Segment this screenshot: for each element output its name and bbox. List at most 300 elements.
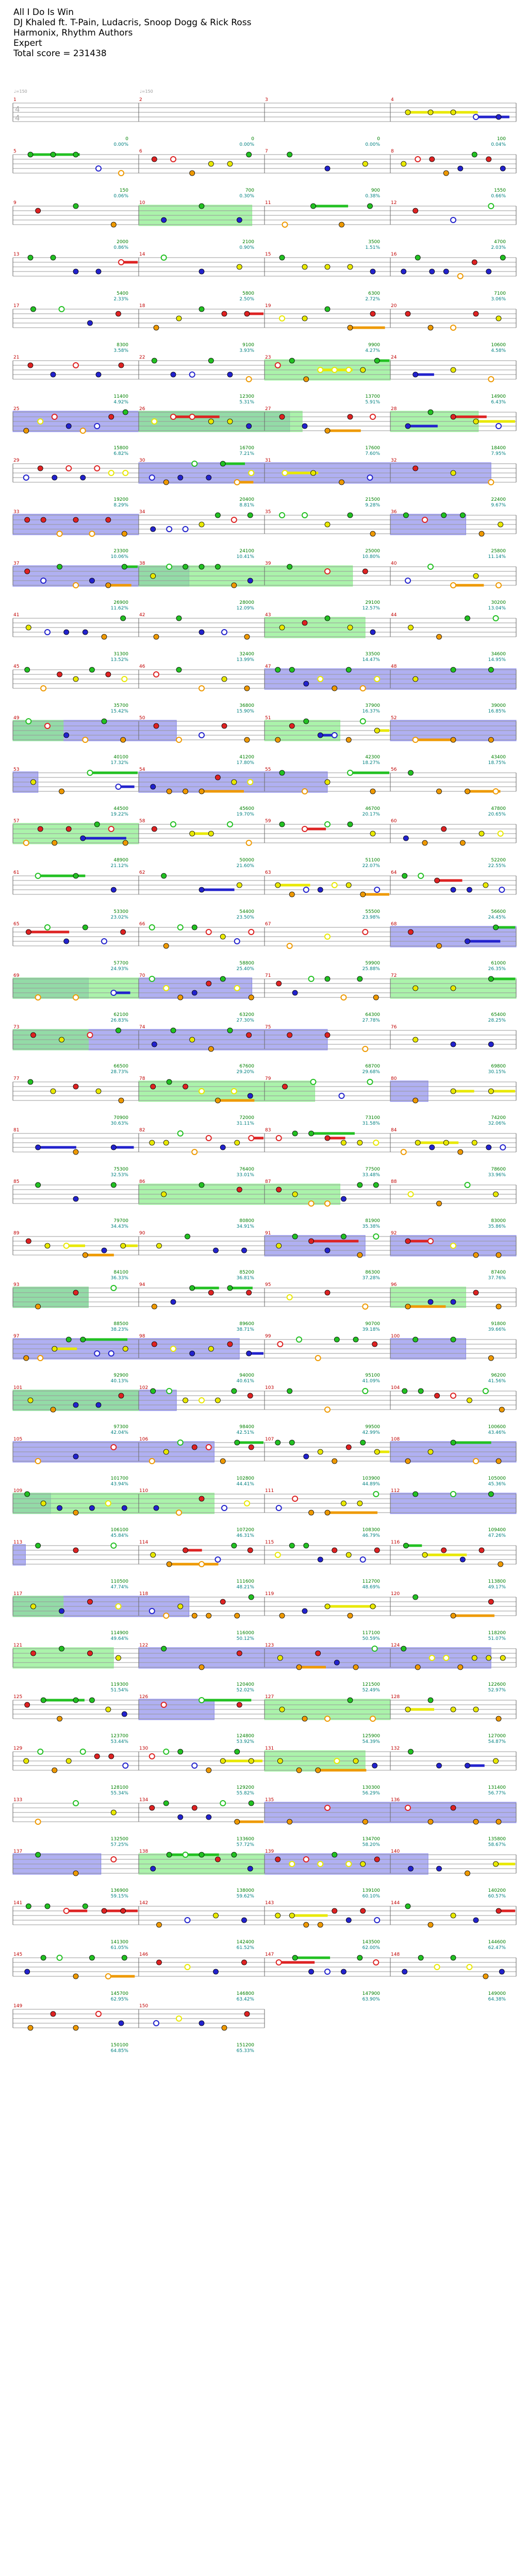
note-gem [248, 1548, 253, 1553]
note-gem [109, 826, 114, 832]
note-gem [316, 1355, 321, 1361]
note-gem [368, 1079, 373, 1084]
measure-score: 65400 [491, 1012, 506, 1018]
note-gem [368, 204, 373, 209]
measure-percent: 60.10% [362, 1894, 380, 1899]
note-gem [213, 1969, 219, 1974]
sustain-tail [496, 1863, 516, 1866]
measure-score: 37900 [365, 703, 380, 708]
note-gem [73, 1454, 78, 1459]
note-gem [346, 1861, 351, 1867]
note-gem [59, 789, 64, 794]
note-gem [73, 204, 78, 209]
measure-score: 80800 [239, 1218, 254, 1224]
note-gem [413, 1037, 418, 1042]
measure-score: 11400 [113, 394, 128, 399]
note-gem [360, 686, 366, 691]
note-gem [413, 1337, 418, 1342]
measure-number: 61 [13, 870, 20, 875]
note-gem [154, 634, 159, 639]
measure-score: 111600 [236, 1579, 254, 1584]
measure-score: 41200 [239, 755, 254, 760]
note-gem [357, 1140, 362, 1145]
measure-percent: 64.85% [110, 2048, 128, 2054]
note-gem [332, 367, 337, 372]
note-gem [89, 1505, 94, 1511]
note-gem [237, 217, 242, 223]
sustain-tail [418, 1142, 458, 1144]
note-gem [339, 480, 344, 485]
note-gem [496, 1908, 501, 1913]
note-gem [36, 1852, 41, 1857]
note-gem [325, 1805, 330, 1810]
note-gem [325, 307, 330, 312]
note-gem [199, 1562, 204, 1567]
note-gem [38, 419, 43, 424]
total-score: Total score = 231438 [13, 48, 107, 59]
note-gem [334, 1337, 339, 1342]
note-gem [185, 1234, 190, 1239]
note-gem [167, 1562, 172, 1567]
measure-percent: 64.38% [488, 1997, 506, 2002]
measure-number: 24 [391, 355, 397, 360]
measure-score: 124800 [236, 1734, 254, 1739]
measure-score: 139100 [362, 1888, 380, 1893]
note-gem [488, 1042, 493, 1047]
note-gem [152, 1304, 157, 1309]
measure-number: 131 [265, 1746, 274, 1751]
measure-percent: 48.21% [236, 1585, 254, 1590]
measure-percent: 0.30% [239, 194, 254, 199]
note-gem [373, 995, 378, 1000]
measure-percent: 8.29% [113, 503, 128, 508]
note-gem [36, 208, 41, 213]
note-gem [496, 114, 501, 120]
note-gem [451, 414, 456, 419]
measure-score: 67600 [239, 1064, 254, 1069]
measure-number: 122 [139, 1643, 148, 1648]
note-gem [249, 1758, 254, 1764]
measure-percent: 37.76% [488, 1276, 506, 1281]
measure-percent: 56.29% [362, 1791, 380, 1796]
note-gem [41, 517, 46, 522]
note-gem [304, 1922, 309, 1927]
sustain-tail [85, 1254, 114, 1257]
note-gem [405, 311, 410, 316]
sustain-tail [192, 1287, 219, 1290]
note-gem [275, 883, 280, 888]
note-gem [348, 1698, 353, 1703]
measure-score: 141300 [110, 1940, 128, 1945]
note-gem [28, 255, 33, 260]
measure-score: 63200 [239, 1012, 254, 1018]
measure-score: 13700 [365, 394, 380, 399]
note-gem [498, 522, 503, 527]
sustain-tail [311, 1132, 355, 1135]
note-gem [220, 461, 225, 466]
note-gem [24, 428, 29, 433]
note-gem [405, 1304, 410, 1309]
note-gem [82, 925, 88, 930]
note-gem [57, 1505, 62, 1511]
note-gem [199, 686, 204, 691]
note-gem [460, 1557, 465, 1562]
note-gem [25, 667, 30, 672]
note-gem [227, 1342, 233, 1347]
note-gem [437, 789, 442, 794]
note-gem [121, 616, 126, 621]
note-gem [302, 1608, 307, 1614]
measure-number: 120 [391, 1591, 400, 1597]
note-gem [465, 789, 470, 794]
measure-score: 121500 [362, 1682, 380, 1687]
measure-score: 88500 [113, 1321, 128, 1327]
note-gem [215, 775, 220, 780]
measure-number: 3 [265, 97, 268, 103]
measure-number: 85 [13, 1179, 20, 1184]
note-gem [89, 531, 94, 536]
note-gem [199, 2021, 204, 2026]
note-gem [302, 264, 307, 269]
measure-number: 88 [391, 1179, 397, 1184]
measure-number: 113 [13, 1540, 23, 1545]
note-gem [116, 311, 121, 316]
measure-percent: 27.30% [236, 1018, 254, 1023]
note-gem [360, 1861, 366, 1867]
note-gem [178, 995, 183, 1000]
measure-percent: 43.46% [488, 1430, 506, 1435]
measure-percent: 50.12% [236, 1636, 254, 1641]
measure-percent: 6.82% [113, 451, 128, 456]
measure-percent: 20.17% [362, 812, 380, 817]
measure-percent: 19.22% [110, 812, 128, 817]
sustain-tail [305, 828, 326, 831]
note-gem [309, 1969, 314, 1974]
measure-number: 41 [13, 613, 20, 618]
note-gem [325, 264, 330, 269]
measure-number: 58 [139, 819, 145, 824]
note-gem [152, 826, 157, 832]
note-gem [451, 1243, 456, 1248]
note-gem [38, 1749, 43, 1754]
measure-percent: 30.63% [110, 1121, 128, 1126]
note-gem [122, 1955, 127, 1960]
note-gem [249, 995, 254, 1000]
measure-percent: 0.00% [113, 142, 128, 147]
measure-number: 127 [265, 1694, 274, 1700]
measure-score: 26900 [113, 600, 128, 605]
note-gem [488, 667, 493, 672]
note-gem [304, 377, 309, 382]
note-gem [332, 1459, 337, 1464]
sustain-tail [453, 1615, 494, 1617]
note-gem [422, 840, 427, 845]
note-gem [232, 583, 237, 588]
measure-score: 101700 [110, 1476, 128, 1481]
note-gem [150, 1140, 155, 1145]
note-gem [279, 1613, 285, 1618]
measure-number: 10 [139, 200, 145, 206]
note-gem [368, 475, 373, 480]
note-gem [479, 831, 484, 836]
measure-number: 148 [391, 1952, 400, 1957]
note-gem [458, 1665, 463, 1670]
note-gem [199, 204, 204, 209]
note-gem [102, 634, 107, 639]
measure-number: 150 [139, 2004, 148, 2009]
measure-percent: 21.60% [236, 863, 254, 869]
measure-percent: 28.25% [488, 1018, 506, 1023]
measure-score: 78600 [491, 1167, 506, 1172]
measure-number: 121 [13, 1643, 23, 1648]
measure-percent: 39.18% [362, 1327, 380, 1332]
note-gem [348, 264, 353, 269]
note-gem [36, 1304, 41, 1309]
note-gem [292, 1192, 298, 1197]
note-gem [192, 1149, 197, 1155]
measure-score: 23300 [113, 549, 128, 554]
note-gem [451, 887, 456, 892]
note-gem [192, 925, 197, 930]
note-gem [109, 1351, 114, 1356]
note-gem [96, 1402, 101, 1408]
note-gem [413, 1492, 418, 1497]
note-gem [405, 1904, 410, 1909]
note-gem [25, 1969, 30, 1974]
measure-percent: 44.89% [362, 1482, 380, 1487]
measure-score: 128100 [110, 1785, 128, 1790]
note-gem [248, 779, 253, 785]
measure-number: 136 [391, 1798, 400, 1803]
sustain-tail [90, 772, 138, 774]
note-gem [430, 1655, 435, 1660]
note-gem [232, 779, 237, 785]
note-gem [486, 1655, 491, 1660]
note-gem [428, 110, 433, 115]
measure-percent: 48.69% [362, 1585, 380, 1590]
note-gem [26, 625, 31, 630]
note-gem [171, 822, 176, 827]
note-gem [208, 161, 213, 166]
measure-score: 146800 [236, 1991, 254, 1996]
note-gem [373, 1960, 378, 1965]
note-gem [82, 1904, 88, 1909]
note-gem [88, 1599, 93, 1604]
note-gem [246, 1351, 252, 1356]
measure-percent: 52.49% [362, 1688, 380, 1693]
note-gem [52, 414, 57, 419]
note-gem [360, 367, 366, 372]
measure-score: 151200 [236, 2043, 254, 2048]
measure-percent: 3.93% [239, 348, 254, 353]
note-gem [374, 358, 380, 363]
note-gem [199, 887, 204, 892]
note-gem [500, 1655, 505, 1660]
note-gem [183, 1398, 188, 1403]
note-gem [360, 1440, 366, 1445]
note-gem [36, 1145, 41, 1150]
measure-percent: 36.33% [110, 1276, 128, 1281]
measure-number: 59 [265, 819, 271, 824]
note-gem [493, 1192, 499, 1197]
note-gem [460, 513, 465, 518]
note-gem [370, 630, 375, 635]
note-gem [275, 667, 280, 672]
note-gem [451, 1805, 456, 1810]
note-gem [275, 363, 280, 368]
measure-percent: 41.09% [362, 1379, 380, 1384]
note-gem [467, 887, 472, 892]
note-gem [362, 569, 368, 574]
note-gem [178, 475, 183, 480]
note-gem [318, 367, 323, 372]
measure-score: 25800 [491, 549, 506, 554]
measure-score: 51100 [365, 858, 380, 863]
note-gem [183, 1084, 188, 1089]
note-gem [199, 733, 204, 738]
note-gem [24, 1355, 29, 1361]
note-gem [185, 1918, 190, 1923]
note-gem [500, 166, 505, 171]
measure-score: 110500 [110, 1579, 128, 1584]
note-gem [73, 517, 78, 522]
note-gem [401, 161, 406, 166]
note-gem [215, 564, 220, 569]
note-gem [178, 1749, 183, 1754]
measure-number: 6 [139, 149, 142, 154]
note-gem [488, 204, 493, 209]
note-gem [348, 625, 353, 630]
measure-percent: 21.12% [110, 863, 128, 869]
measure-score: 109400 [488, 1528, 506, 1533]
measure-score: 132500 [110, 1837, 128, 1842]
note-gem [242, 1248, 247, 1253]
note-gem [151, 1388, 156, 1394]
note-gem [176, 2016, 182, 2021]
sustain-tail [496, 926, 516, 929]
note-gem [64, 1243, 69, 1248]
measure-percent: 19.70% [236, 812, 254, 817]
measure-number: 130 [139, 1746, 148, 1751]
note-gem [428, 1922, 433, 1927]
measure-number: 16 [391, 252, 397, 257]
note-gem [451, 1393, 456, 1398]
sustain-tail [314, 205, 349, 208]
measure-score: 20400 [239, 497, 254, 502]
note-gem [479, 531, 484, 536]
note-gem [430, 157, 435, 162]
sustain-tail [108, 1975, 135, 1978]
measure-number: 71 [265, 973, 271, 978]
measure-score: 70900 [113, 1115, 128, 1121]
note-gem [372, 1763, 377, 1768]
note-gem [150, 1459, 155, 1464]
measure-percent: 32.06% [488, 1121, 506, 1126]
note-gem [111, 222, 116, 227]
measure-percent: 62.00% [362, 1945, 380, 1951]
note-gem [227, 161, 233, 166]
song-title: All I Do Is Win [13, 7, 74, 18]
note-gem [460, 840, 465, 845]
note-gem [111, 1445, 116, 1450]
note-gem [279, 513, 285, 518]
note-gem [325, 1969, 330, 1974]
measure-number: 138 [139, 1849, 148, 1854]
note-gem [496, 583, 501, 588]
note-gem [119, 1098, 124, 1103]
note-gem [227, 1285, 233, 1291]
measure-number: 51 [265, 716, 271, 721]
measure-percent: 40.61% [236, 1379, 254, 1384]
measure-score: 28000 [239, 600, 254, 605]
note-gem [237, 1187, 242, 1192]
note-gem [346, 883, 351, 888]
measure-percent: 14.47% [362, 657, 380, 663]
note-gem [408, 1192, 414, 1197]
note-gem [52, 475, 57, 480]
measure-percent: 55.34% [110, 1791, 128, 1796]
note-gem [279, 625, 285, 630]
note-gem [488, 1492, 493, 1497]
measure-percent: 34.91% [236, 1224, 254, 1229]
note-gem [370, 531, 375, 536]
note-gem [372, 1342, 377, 1347]
note-gem [73, 152, 78, 157]
note-gem [311, 1079, 316, 1084]
note-gem [346, 1552, 351, 1557]
sustain-tail [476, 420, 515, 423]
note-gem [57, 672, 62, 677]
note-gem [418, 1955, 423, 1960]
sustain-tail [453, 1442, 491, 1444]
note-gem [451, 1913, 456, 1918]
sustain-tail [318, 1769, 367, 1772]
measure-percent: 53.92% [236, 1739, 254, 1744]
sustain-tail [28, 931, 69, 934]
note-gem [428, 1299, 433, 1304]
note-gem [152, 1342, 157, 1347]
measure-score: 89600 [239, 1321, 254, 1327]
note-gem [348, 822, 353, 827]
note-gem [122, 1711, 127, 1717]
measure-number: 98 [139, 1334, 145, 1339]
measure-score: 108300 [362, 1528, 380, 1533]
measure-number: 141 [13, 1901, 23, 1906]
measure-percent: 15.90% [236, 709, 254, 714]
measure-percent: 34.43% [110, 1224, 128, 1229]
measure-number: 26 [139, 406, 145, 412]
note-gem [374, 887, 380, 892]
note-gem [36, 1182, 41, 1188]
note-gem [348, 414, 353, 419]
measure-score: 150 [119, 188, 128, 193]
note-gem [73, 1084, 78, 1089]
note-gem [279, 316, 285, 321]
measure-percent: 0.06% [113, 194, 128, 199]
measure-score: 118200 [488, 1631, 506, 1636]
note-gem [157, 1960, 162, 1965]
measure-percent: 60.57% [488, 1894, 506, 1899]
note-gem [94, 1351, 100, 1356]
note-gem [405, 578, 410, 583]
measure-number: 132 [391, 1746, 400, 1751]
note-gem [451, 1492, 456, 1497]
note-gem [275, 1913, 280, 1918]
note-gem [244, 2011, 250, 2016]
measure-number: 31 [265, 458, 271, 463]
measure-score: 86300 [365, 1270, 380, 1275]
note-gem [116, 1655, 121, 1660]
